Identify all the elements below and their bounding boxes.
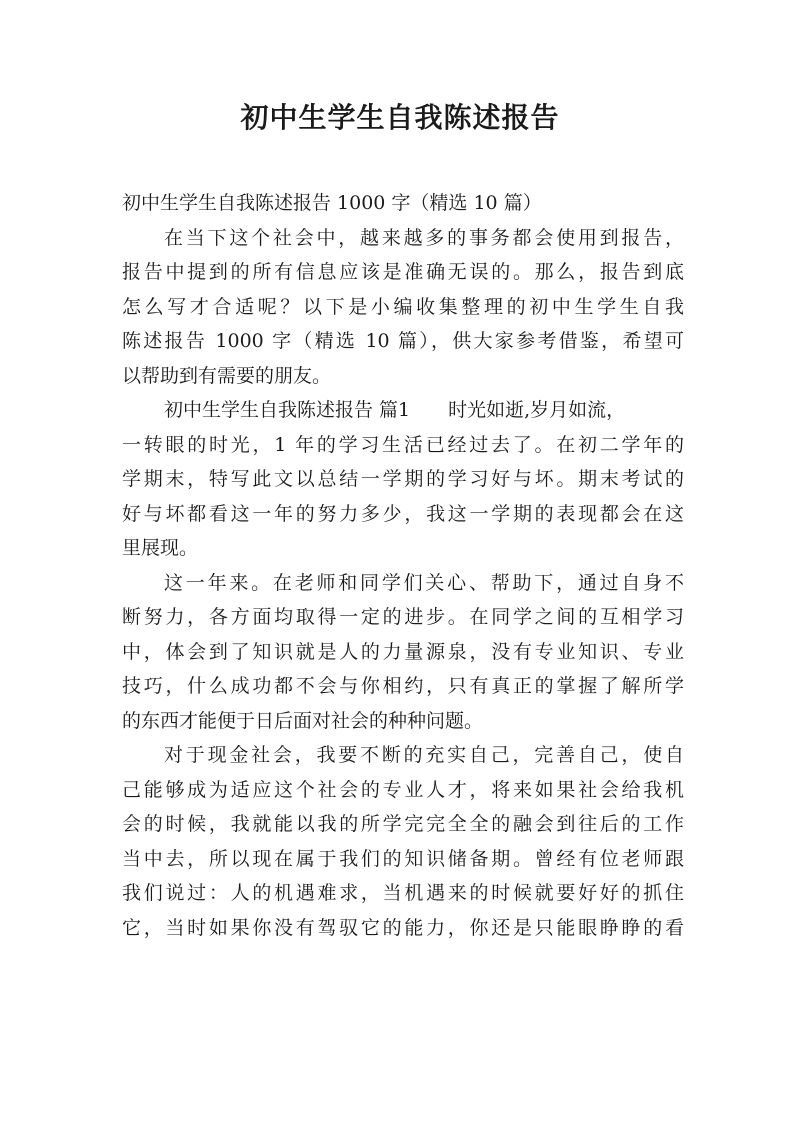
section-heading: 初中生学生自我陈述报告 篇1 <box>164 399 411 421</box>
document-body <box>122 186 684 945</box>
paragraph-line: 它，当时如果你没有驾驭它的能力，你还是只能眼睁睁的看 <box>122 916 684 939</box>
section-1-paragraph-3 <box>122 738 684 945</box>
intro-paragraph <box>122 221 684 394</box>
paragraph-line: 里展现。 <box>122 537 199 559</box>
paragraph-line: 学期末，特写此文以总结一学期的学习好与坏。期末考试的 <box>122 468 684 490</box>
paragraph-line <box>122 393 684 428</box>
section-1-paragraph-1 <box>122 393 684 566</box>
paragraph-line: 会的时候，我就能以我的所学完完全全的融会到往后的工作 <box>122 813 684 835</box>
paragraph-line: 对于现金社会，我要不断的充实自己，完善自己，使自 <box>164 744 684 766</box>
paragraph-line: 断努力，各方面均取得一定的进步。在同学之间的互相学习 <box>122 606 684 628</box>
paragraph-line: 陈述报告 1000 字（精选 10 篇），供大家参考借鉴，希望可 <box>122 330 684 352</box>
paragraph-line: 以帮助到有需要的朋友。 <box>122 364 332 387</box>
section-first-sentence: 时光如逝,岁月如流， <box>448 399 626 421</box>
document-subtitle: 初中生学生自我陈述报告 1000 字（精选 10 篇） <box>122 192 542 214</box>
paragraph-line: 己能够成为适应这个社会的专业人才，将来如果社会给我机 <box>122 778 684 801</box>
paragraph-line: 怎么写才合适呢？以下是小编收集整理的初中生学生自我 <box>122 295 684 318</box>
document-title: 初中生学生自我陈述报告 <box>240 101 560 134</box>
paragraph-line: 好与坏都看这一年的努力多少，我这一学期的表现都会在这 <box>122 502 684 525</box>
section-1-paragraph-2 <box>122 566 684 739</box>
paragraph-line: 技巧，什么成功都不会与你相约，只有真正的掌握了解所学 <box>122 675 684 697</box>
paragraph-line: 在当下这个社会中，越来越多的事务都会使用到报告， <box>164 226 684 249</box>
paragraph-line: 报告中提到的所有信息应该是准确无误的。那么，报告到底 <box>122 261 684 283</box>
paragraph-line: 当中去，所以现在属于我们的知识储备期。曾经有位老师跟 <box>122 847 684 870</box>
paragraph-line: 的东西才能便于日后面对社会的种种问题。 <box>122 709 484 732</box>
paragraph-line: 中，体会到了知识就是人的力量源泉，没有专业知识、专业 <box>122 640 684 663</box>
paragraph-line: 一转眼的时光，1 年的学习生活已经过去了。在初二学年的 <box>122 433 684 456</box>
paragraph-line: 这一年来。在老师和同学们关心、帮助下，通过自身不 <box>164 571 684 594</box>
paragraph-line: 我们说过：人的机遇难求，当机遇来的时候就要好好的抓住 <box>122 882 684 904</box>
